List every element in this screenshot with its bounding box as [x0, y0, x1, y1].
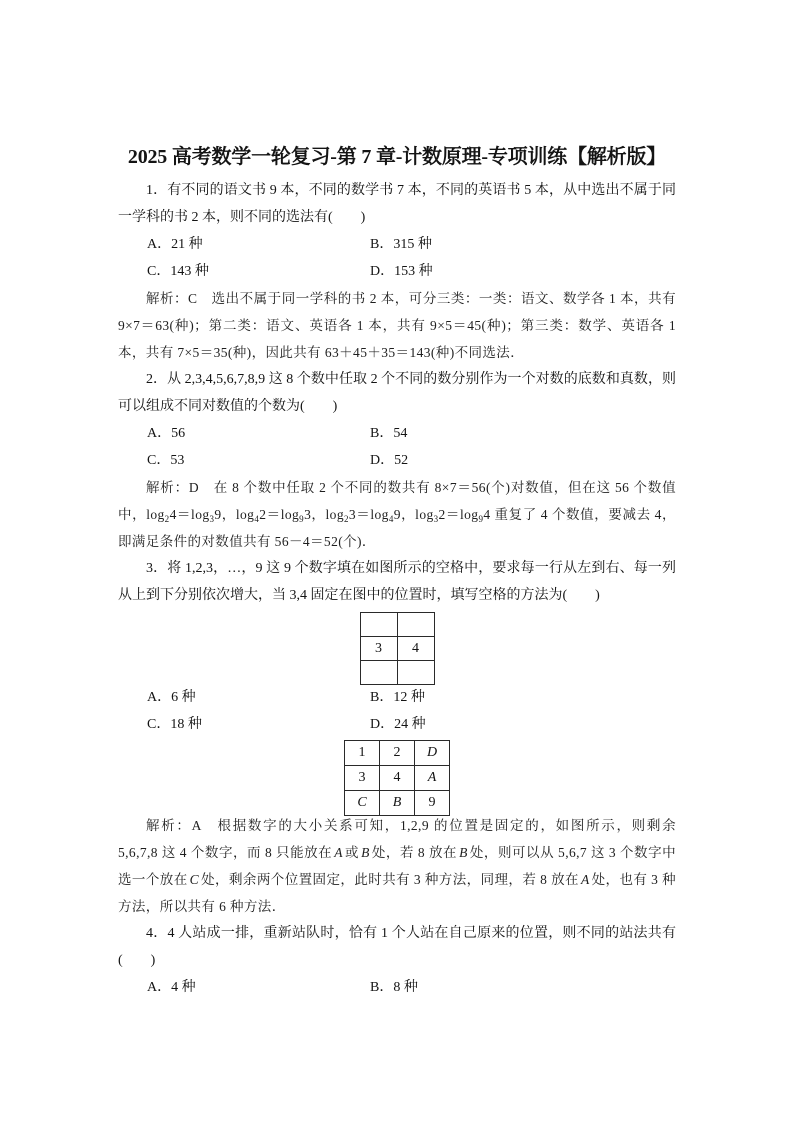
- solution: [118, 812, 676, 920]
- grid-cell: [360, 613, 397, 637]
- grid-row: [360, 613, 434, 637]
- grid-cell: [397, 661, 434, 685]
- solution-text-part: 解析：D 在 8 个数中任取 2 个不同的数共有 8×7＝56(个)对数值，但在这 56 个数值中，log: [118, 479, 676, 522]
- option-b: B．12 种: [370, 689, 425, 705]
- question-2: [118, 366, 676, 555]
- solution-text-part: 3: [433, 513, 439, 524]
- solution-text-part: 3，log: [304, 506, 344, 522]
- grid-cell: 4: [397, 637, 434, 661]
- option-a: A．56: [147, 425, 186, 441]
- question-3: [118, 555, 676, 920]
- solution-text-part: 处，则可以从 5,6,7 这 3 个数字中选一个放在: [118, 844, 677, 887]
- grid-cell: 3: [345, 766, 380, 791]
- solution-text-part: 或: [344, 844, 360, 860]
- figure-grid-2: [344, 740, 450, 816]
- options-row: [118, 420, 676, 447]
- figure-grid-1: [360, 612, 435, 685]
- solution-text-part: 9: [478, 513, 484, 524]
- solution-text-part: 3＝log: [348, 506, 389, 522]
- worksheet-page: [118, 143, 676, 1001]
- question-1: [118, 177, 676, 366]
- grid-cell: A: [415, 766, 450, 791]
- solution-text-part: 4＝log: [169, 506, 210, 522]
- options-row: [118, 447, 676, 474]
- option-a: A．4 种: [147, 979, 196, 995]
- solution-text-part: 3: [209, 513, 215, 524]
- solution-text-part: 2＝log: [259, 506, 300, 522]
- page-title: 2025 高考数学一轮复习-第 7 章-计数原理-专项训练【解析版】: [127, 146, 667, 168]
- grid-cell: C: [345, 791, 380, 816]
- options-row: [118, 231, 676, 258]
- solution-text-part: A: [580, 871, 590, 887]
- solution-text-part: 2＝log: [438, 506, 479, 522]
- grid-cell: B: [380, 791, 415, 816]
- question-stem: 4．4 人站成一排，重新站队时，恰有 1 个人站在自己原来的位置，则不同的站法共有( ): [118, 925, 676, 968]
- grid-cell: D: [415, 741, 450, 766]
- question-stem: 3．将 1,2,3，…，9 这 9 个数字填在如图所示的空格中，要求每一行从左到右、每一列从上到下分别依次增大，当 3,4 固定在图中的位置时，填写空格的方法为( ): [118, 560, 676, 603]
- grid-cell: 4: [380, 766, 415, 791]
- options-row: [118, 684, 676, 711]
- option-d: D．24 种: [370, 716, 426, 732]
- solution-text-part: 处，若 8 放在: [371, 844, 458, 860]
- grid-row: [345, 741, 450, 766]
- solution-text-part: 9，log: [214, 506, 255, 522]
- question-stem: 1．有不同的语文书 9 本，不同的数学书 7 本，不同的英语书 5 本，从中选出不属于同一学科的书 2 本，则不同的选法有( ): [118, 182, 676, 225]
- solution: 解析：C 选出不属于同一学科的书 2 本，可分三类：一类：语文、数学各 1 本，共有 9×7＝63(种)；第二类：语文、英语各 1 本，共有 9×5＝45(种)；第三类：数学、英语各 1 本，共有 7×5＝35(种)，因此共有 63＋45＋35＝143(种)不同选法．: [118, 290, 676, 360]
- solution-text-part: 解析：A 根据数字的大小关系可知，1,2,9 的位置是固定的，如图所示，则剩余 5,6,7,8 这 4 个数字，而 8 只能放在: [118, 817, 676, 860]
- option-c: C．143 种: [147, 263, 209, 279]
- options-row: [118, 258, 676, 285]
- grid-row: [360, 661, 434, 685]
- solution-text-part: C: [189, 871, 200, 887]
- solution-text-part: 9: [299, 513, 305, 524]
- solution-text-part: 4 重复了 4 个数值，要减去 4，即满足条件的对数值共有 56－4＝52(个)．: [118, 506, 676, 549]
- solution-text-part: A: [334, 844, 343, 860]
- options-row: [118, 711, 676, 738]
- solution: [118, 474, 676, 555]
- solution-text-part: 2: [164, 513, 170, 524]
- option-b: B．8 种: [370, 979, 418, 995]
- option-d: D．52: [370, 452, 409, 468]
- options-row: [118, 974, 676, 1001]
- grid-cell: [397, 613, 434, 637]
- option-b: B．54: [370, 425, 408, 441]
- grid-cell: [360, 661, 397, 685]
- option-a: A．21 种: [147, 236, 203, 252]
- question-stem: 2．从 2,3,4,5,6,7,8,9 这 8 个数中任取 2 个不同的数分别作为一个对数的底数和真数，则可以组成不同对数值的个数为( ): [118, 371, 676, 414]
- option-b: B．315 种: [370, 236, 432, 252]
- solution-text-part: 处，剩余两个位置固定，此时共有 3 种方法，同理，若 8 放在: [201, 871, 579, 887]
- option-c: C．18 种: [147, 716, 202, 732]
- grid-row: [345, 766, 450, 791]
- solution-text-part: 4: [388, 513, 394, 524]
- option-c: C．53: [147, 452, 185, 468]
- grid-cell: 3: [360, 637, 397, 661]
- grid-cell: 9: [415, 791, 450, 816]
- question-4: [118, 920, 676, 1001]
- solution-text-part: 9，log: [393, 506, 434, 522]
- option-d: D．153 种: [370, 263, 433, 279]
- solution-text-part: B: [361, 844, 370, 860]
- grid-cell: 2: [380, 741, 415, 766]
- solution-text-part: 2: [343, 513, 349, 524]
- grid-cell: 1: [345, 741, 380, 766]
- solution-text-part: B: [459, 844, 468, 860]
- grid-row: [360, 637, 434, 661]
- solution-text-part: 处，也有 3 种方法，所以共有 6 种方法．: [118, 871, 677, 914]
- option-a: A．6 种: [147, 689, 196, 705]
- solution-text-part: 4: [254, 513, 260, 524]
